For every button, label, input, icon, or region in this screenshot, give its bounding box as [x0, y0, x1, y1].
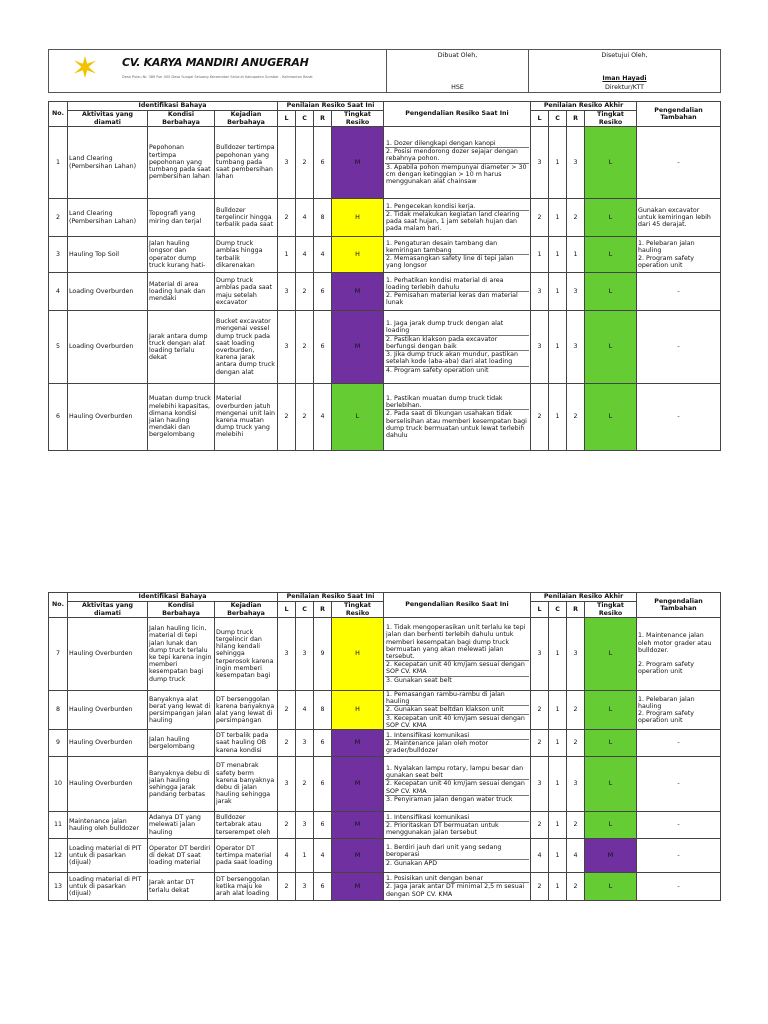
- col-r: R: [314, 111, 332, 127]
- aktivitas-cell: Land Clearing (Pembersihan Lahan): [68, 127, 148, 199]
- c-value: 2: [296, 273, 314, 311]
- row-no: 3: [49, 237, 68, 273]
- pengendalian-item: 2. Prioritaskan DT bermuatan untuk menggunakan jalan tersebut: [386, 821, 499, 837]
- col-c: C: [296, 111, 314, 127]
- made-by-role: HSE: [451, 83, 464, 91]
- c-value: 3: [296, 730, 314, 757]
- r-value: 9: [314, 618, 332, 691]
- pengendalian-item: 1. Berdiri jauh dari unit yang sedang beroperasi: [385, 844, 529, 859]
- tingkat-badge: H: [332, 691, 384, 730]
- r2-value: 1: [567, 237, 585, 273]
- l-value: 3: [278, 127, 296, 199]
- pengendalian-item: 1. Perhatikan kondisi material di area loading terlebih dahulu: [385, 277, 529, 292]
- aktivitas-cell: Hauling Overburden: [68, 757, 148, 812]
- c-value: 4: [296, 691, 314, 730]
- l2-value: 1: [531, 237, 549, 273]
- r2-value: 2: [567, 199, 585, 237]
- row-no: 5: [49, 311, 68, 384]
- r-value: 4: [314, 839, 332, 873]
- aktivitas-cell: Loading material di PIT untuk di pasarkan (dijual): [68, 873, 148, 901]
- c2-value: 1: [549, 127, 567, 199]
- aktivitas-cell: Maintenance jalan hauling oleh bulldozer: [68, 812, 148, 839]
- row-no: 12: [49, 839, 68, 873]
- pengendalian-item: 3. Gunakan seat belt: [386, 676, 452, 684]
- tambahan-cell: -: [637, 839, 721, 873]
- r-value: 6: [314, 757, 332, 812]
- r-value: 6: [314, 127, 332, 199]
- table-row: [49, 199, 721, 237]
- col-group-penilaian-saat-ini: Penilaian Resiko Saat Ini: [278, 593, 384, 602]
- pengendalian-cell: [384, 757, 531, 812]
- r-value: 6: [314, 812, 332, 839]
- l-value: 2: [278, 730, 296, 757]
- approved-by-label: Disetujui Oleh,: [601, 52, 648, 59]
- approved-by-cell: [529, 50, 721, 93]
- col-group-penilaian-saat-ini: Penilaian Resiko Saat Ini: [278, 102, 384, 111]
- c-value: 2: [296, 384, 314, 451]
- r2-value: 4: [567, 839, 585, 873]
- kondisi-cell: Jarak antar DT terlalu dekat: [148, 873, 215, 901]
- tingkat-badge: H: [332, 618, 384, 691]
- tambahan-cell: -: [637, 812, 721, 839]
- tambahan-cell: -: [637, 873, 721, 901]
- row-no: 10: [49, 757, 68, 812]
- table-row: [49, 757, 721, 812]
- row-no: 4: [49, 273, 68, 311]
- pengendalian-item: 1. Intensifikasi komunikasi: [385, 814, 529, 822]
- tambahan-cell: -: [637, 127, 721, 199]
- col-l: L: [278, 602, 296, 618]
- r2-value: 2: [567, 691, 585, 730]
- pengendalian-cell: [384, 127, 531, 199]
- l2-value: 2: [531, 730, 549, 757]
- c2-value: 1: [549, 757, 567, 812]
- tingkat-akhir-badge: L: [585, 199, 637, 237]
- table-row: [49, 311, 721, 384]
- col-r2: R: [567, 602, 585, 618]
- kondisi-cell: Material di area loading lunak dan mendaki: [148, 273, 215, 311]
- row-no: 13: [49, 873, 68, 901]
- tambahan-cell: -: [637, 273, 721, 311]
- pengendalian-item: 2. Pada saat di tikungan usahakan tidak berselisihan atau memberi kesempatan bagi dump truck bermuatan untuk lewat terlebih dahulu: [386, 410, 527, 439]
- tambahan-cell: 1. Maintenance jalan oleh motor grader atau bulldozer. 2. Program safety operation unit: [637, 618, 721, 691]
- l-value: 3: [278, 757, 296, 812]
- col-r: R: [314, 602, 332, 618]
- c-value: 3: [296, 873, 314, 901]
- l2-value: 3: [531, 273, 549, 311]
- row-no: 8: [49, 691, 68, 730]
- tingkat-badge: L: [332, 384, 384, 451]
- col-tingkat: Tingkat Resiko: [332, 111, 384, 127]
- tingkat-akhir-badge: L: [585, 691, 637, 730]
- kondisi-cell: Banyaknya alat berat yang lewat di persimpangan jalan hauling: [148, 691, 215, 730]
- row-no: 6: [49, 384, 68, 451]
- row-no: 1: [49, 127, 68, 199]
- kejadian-cell: Dump truck amblas pada saat maju setelah excavator: [215, 273, 278, 311]
- kondisi-cell: Jalan hauling bergelombang: [148, 730, 215, 757]
- tingkat-akhir-badge: L: [585, 873, 637, 901]
- tambahan-cell: -: [637, 384, 721, 451]
- kejadian-cell: Bulldozer tertabrak atau terserempet oleh: [215, 812, 278, 839]
- r2-value: 3: [567, 273, 585, 311]
- l2-value: 3: [531, 618, 549, 691]
- tambahan-cell: -: [637, 757, 721, 812]
- col-aktivitas: Aktivitas yang diamati: [68, 111, 148, 127]
- aktivitas-cell: Hauling Overburden: [68, 618, 148, 691]
- col-kejadian: Kejadian Berbahaya: [215, 602, 278, 618]
- pengendalian-cell: [384, 730, 531, 757]
- table-row: [49, 839, 721, 873]
- aktivitas-cell: Hauling Overburden: [68, 691, 148, 730]
- c-value: 2: [296, 127, 314, 199]
- col-pengendalian-tambahan: Pengendalian Tambahan: [637, 102, 721, 127]
- tingkat-badge: M: [332, 127, 384, 199]
- tingkat-badge: M: [332, 757, 384, 812]
- pengendalian-cell: [384, 618, 531, 691]
- tingkat-akhir-badge: L: [585, 757, 637, 812]
- pengendalian-item: 2. Gunakan seat beltdan klakson unit: [385, 706, 529, 714]
- company-address: Desa Pulau Nr. 389 Rw. 005 Desa Sungai Seluang Kecamatan Seluruh Kabupaten Sumbar - Kalimantan Barat: [122, 75, 313, 79]
- r2-value: 3: [567, 618, 585, 691]
- c2-value: 1: [549, 618, 567, 691]
- kejadian-cell: Dump truck amblas hingga terbalik dikarenakan: [215, 237, 278, 273]
- kondisi-cell: Pepohonan tertimpa pepohonan yang tumbang pada saat pembersihan lahan: [148, 127, 215, 199]
- tambahan-cell: Gunakan excavator untuk kemiringan lebih dari 45 derajat.: [637, 199, 721, 237]
- kondisi-cell: Topografi yang miring dan terjal: [148, 199, 215, 237]
- l-value: 2: [278, 384, 296, 451]
- c2-value: 1: [549, 237, 567, 273]
- r2-value: 2: [567, 812, 585, 839]
- col-l2: L: [531, 111, 549, 127]
- pengendalian-item: 2. Memasangkan safety line di tepi jalan yang longsor: [386, 255, 514, 270]
- c-value: 4: [296, 237, 314, 273]
- pengendalian-item: 1. Pastikan muatan dump truck tidak berlebihan.: [385, 395, 529, 410]
- aktivitas-cell: Loading Overburden: [68, 311, 148, 384]
- c2-value: 1: [549, 199, 567, 237]
- kejadian-cell: Dump truck tergelincir dan hilang kendali sehingga terperosok karena ingin memberi kesempatan bagi: [215, 618, 278, 691]
- pengendalian-item: 3. Jika dump truck akan mundur, pastikan setelah kode (aba-aba) dari alat loading: [385, 351, 529, 366]
- l2-value: 2: [531, 812, 549, 839]
- table-row: [49, 730, 721, 757]
- pengendalian-item: 1. Pengecekan kondisi kerja.: [385, 203, 529, 211]
- company-logo-cell: [49, 50, 387, 93]
- kejadian-cell: DT menabrak safety berm karena banyaknya debu di jalan hauling sehingga jarak: [215, 757, 278, 812]
- tambahan-cell: 1. Pelebaran jalan hauling 2. Program safety operation unit: [637, 691, 721, 730]
- kondisi-cell: Operator DT berdiri di dekat DT saat loading material: [148, 839, 215, 873]
- pengendalian-cell: [384, 812, 531, 839]
- aktivitas-cell: Hauling Overburden: [68, 384, 148, 451]
- aktivitas-cell: Hauling Top Soil: [68, 237, 148, 273]
- approver-name: Iman Hayadi: [602, 75, 647, 82]
- pengendalian-cell: [384, 873, 531, 901]
- kejadian-cell: Bucket excavator mengenai vessel dump truck pada saat loading overburden, karena jarak antara dump truck dengan alat: [215, 311, 278, 384]
- col-pengendalian: Pengendalian Resiko Saat Ini: [384, 102, 531, 127]
- tingkat-badge: M: [332, 311, 384, 384]
- risk-table-2: [48, 592, 721, 901]
- c2-value: 1: [549, 311, 567, 384]
- tingkat-badge: M: [332, 873, 384, 901]
- aktivitas-cell: Hauling Overburden: [68, 730, 148, 757]
- pengendalian-item: 2. Pemisahan material keras dan material lunak: [386, 292, 518, 307]
- kejadian-cell: DT bersenggolan ketika maju ke arah alat loading: [215, 873, 278, 901]
- table-row: [49, 384, 721, 451]
- col-group-identifikasi: Identifikasi Bahaya: [68, 102, 278, 111]
- table-row: [49, 237, 721, 273]
- pengendalian-item: 1. Pengaturan desain tambang dan kemiringan tambang: [385, 240, 529, 255]
- tingkat-badge: M: [332, 730, 384, 757]
- pengendalian-item: 2. Tidak melakukan kegiatan land clearing pada saat hujan, 1 jam setelah hujan dan pada malam hari.: [386, 210, 520, 233]
- kondisi-cell: Muatan dump truck melebihi kapasitas, dimana kondisi jalan hauling mendaki dan bergelombang: [148, 384, 215, 451]
- aktivitas-cell: Loading Overburden: [68, 273, 148, 311]
- l-value: 2: [278, 691, 296, 730]
- r-value: 6: [314, 730, 332, 757]
- l2-value: 2: [531, 873, 549, 901]
- kejadian-cell: DT bersenggolan karena banyaknya alat yang lewat di persimpangan: [215, 691, 278, 730]
- col-tingkat2: Tingkat Resiko: [585, 111, 637, 127]
- aktivitas-cell: Land Clearing (Pembersihan Lahan): [68, 199, 148, 237]
- col-tingkat: Tingkat Resiko: [332, 602, 384, 618]
- col-no: No.: [49, 593, 68, 618]
- document-header: [48, 49, 721, 93]
- c-value: 3: [296, 618, 314, 691]
- risk-table-1: [48, 101, 721, 451]
- r-value: 8: [314, 199, 332, 237]
- r-value: 6: [314, 273, 332, 311]
- pengendalian-item: 2. Jaga jarak antar DT minimal 2,5 m sesuai dengan SOP CV. KMA: [386, 883, 525, 898]
- pengendalian-item: 2. Maintenance jalan oleh motor grader/bulldozer: [386, 739, 489, 755]
- row-no: 2: [49, 199, 68, 237]
- pengendalian-item: 2. Kecepatan unit 40 km/jam sesuai dengan SOP CV. KMA: [385, 780, 529, 795]
- row-no: 9: [49, 730, 68, 757]
- l-value: 3: [278, 618, 296, 691]
- kejadian-cell: Operator DT tertimpa material pada saat loading: [215, 839, 278, 873]
- kondisi-cell: Banyaknya debu di jalan hauling sehingga jarak pandang terbatas: [148, 757, 215, 812]
- r2-value: 3: [567, 311, 585, 384]
- l-value: 4: [278, 839, 296, 873]
- c-value: 4: [296, 199, 314, 237]
- table-row: [49, 273, 721, 311]
- kejadian-cell: Material overburden jatuh mengenai unit lain karena muatan dump truck yang melebihi: [215, 384, 278, 451]
- pengendalian-item: 3. Apabila pohon mempunyai diameter > 30 cm dengan ketinggian > 10 m harus menggunakan alat chainsaw: [386, 163, 527, 185]
- c2-value: 1: [549, 691, 567, 730]
- tingkat-akhir-badge: L: [585, 618, 637, 691]
- r2-value: 2: [567, 384, 585, 451]
- tingkat-akhir-badge: L: [585, 730, 637, 757]
- c-value: 1: [296, 839, 314, 873]
- c2-value: 1: [549, 873, 567, 901]
- col-no: No.: [49, 102, 68, 127]
- tingkat-akhir-badge: L: [585, 384, 637, 451]
- made-by-label: Dibuat Oleh,: [437, 52, 478, 59]
- r2-value: 3: [567, 757, 585, 812]
- table-row: [49, 691, 721, 730]
- tambahan-cell: -: [637, 730, 721, 757]
- l2-value: 3: [531, 757, 549, 812]
- c2-value: 1: [549, 384, 567, 451]
- pengendalian-cell: [384, 199, 531, 237]
- pengendalian-item: 1. Nyalakan lampu rotary, lampu besar dan gunakan seat belt: [385, 765, 529, 780]
- col-l: L: [278, 111, 296, 127]
- made-by-cell: [387, 50, 529, 93]
- kejadian-cell: Bulldozer tertimpa pepohonan yang tumbang pada saat pembersihan lahan: [215, 127, 278, 199]
- col-c2: C: [549, 602, 567, 618]
- col-group-penilaian-akhir: Penilaian Resiko Akhir: [531, 593, 637, 602]
- tingkat-badge: M: [332, 273, 384, 311]
- r-value: 4: [314, 237, 332, 273]
- kejadian-cell: DT terbalik pada saat hauling OB karena kondisi: [215, 730, 278, 757]
- pengendalian-cell: [384, 311, 531, 384]
- tambahan-cell: -: [637, 311, 721, 384]
- tingkat-badge: M: [332, 839, 384, 873]
- l2-value: 2: [531, 691, 549, 730]
- l-value: 2: [278, 873, 296, 901]
- tambahan-cell: 1. Pelebaran jalan hauling 2. Program safety operation unit: [637, 237, 721, 273]
- c2-value: 1: [549, 730, 567, 757]
- pengendalian-cell: [384, 691, 531, 730]
- table-row: [49, 127, 721, 199]
- pengendalian-item: 1. Pemasangan rambu-rambu di jalan hauling: [385, 691, 529, 706]
- col-pengendalian-tambahan: Pengendalian Tambahan: [637, 593, 721, 618]
- r2-value: 3: [567, 127, 585, 199]
- table-row: [49, 812, 721, 839]
- tingkat-akhir-badge: M: [585, 839, 637, 873]
- pengendalian-item: 1. Tidak mengoperasikan unit terlalu ke tepi jalan dan berhenti terlebih dahulu untuk memberi kesempatan bagi dump truck bermuatan yang akan melewati jalan tersebut.: [385, 624, 529, 661]
- col-group-penilaian-akhir: Penilaian Resiko Akhir: [531, 102, 637, 111]
- pengendalian-item: 1. Jaga jarak dump truck dengan alat loading: [385, 320, 529, 335]
- r-value: 6: [314, 873, 332, 901]
- col-r2: R: [567, 111, 585, 127]
- pengendalian-item: 2. Pastikan klakson pada excavator berfungsi dengan baik: [385, 336, 529, 351]
- kondisi-cell: Jalan hauling longsor dan operator dump truck kurang hati-: [148, 237, 215, 273]
- kondisi-cell: Jarak antara dump truck dengan alat loading terlalu dekat: [148, 311, 215, 384]
- pengendalian-item: 1. Intensifikasi komunikasi: [385, 732, 529, 740]
- kondisi-cell: Adanya DT yang melewati jalan hauling: [148, 812, 215, 839]
- c-value: 2: [296, 757, 314, 812]
- pengendalian-item: 3. Kecepatan unit 40 km/jam sesuai dengan SOP CV. KMA: [386, 714, 525, 729]
- c-value: 2: [296, 311, 314, 384]
- row-no: 11: [49, 812, 68, 839]
- pengendalian-item: 2. Kecepatan unit 40 km/jam sesuai dengan SOP CV. KMA: [385, 661, 529, 676]
- c2-value: 1: [549, 273, 567, 311]
- l2-value: 3: [531, 311, 549, 384]
- col-group-identifikasi: Identifikasi Bahaya: [68, 593, 278, 602]
- r-value: 4: [314, 384, 332, 451]
- c2-value: 1: [549, 812, 567, 839]
- l-value: 1: [278, 237, 296, 273]
- tingkat-badge: H: [332, 237, 384, 273]
- r-value: 8: [314, 691, 332, 730]
- l-value: 3: [278, 311, 296, 384]
- pengendalian-item: 3. Penyiraman jalan dengan water truck: [386, 795, 513, 803]
- tingkat-akhir-badge: L: [585, 311, 637, 384]
- table-row: [49, 873, 721, 901]
- pengendalian-item: 4. Program safety operation unit: [386, 366, 489, 374]
- r2-value: 2: [567, 730, 585, 757]
- approver-role: Direktur/KTT: [605, 83, 644, 91]
- pengendalian-item: 2. Gunakan APD: [386, 859, 438, 867]
- pengendalian-cell: [384, 384, 531, 451]
- row-no: 7: [49, 618, 68, 691]
- pengendalian-cell: [384, 273, 531, 311]
- pengendalian-item: 1. Posisikan unit dengan benar: [385, 875, 529, 883]
- r2-value: 2: [567, 873, 585, 901]
- col-aktivitas: Aktivitas yang diamati: [68, 602, 148, 618]
- pengendalian-item: 1. Dozer dilengkapi dengan kanopi: [385, 140, 529, 148]
- col-tingkat2: Tingkat Resiko: [585, 602, 637, 618]
- col-kondisi: Kondisi Berbahaya: [148, 111, 215, 127]
- tingkat-akhir-badge: L: [585, 273, 637, 311]
- c-value: 3: [296, 812, 314, 839]
- col-pengendalian: Pengendalian Resiko Saat Ini: [384, 593, 531, 618]
- l2-value: 3: [531, 127, 549, 199]
- tingkat-akhir-badge: L: [585, 237, 637, 273]
- col-kondisi: Kondisi Berbahaya: [148, 602, 215, 618]
- l2-value: 4: [531, 839, 549, 873]
- tingkat-akhir-badge: L: [585, 812, 637, 839]
- col-kejadian: Kejadian Berbahaya: [215, 111, 278, 127]
- col-c2: C: [549, 111, 567, 127]
- l2-value: 2: [531, 199, 549, 237]
- col-c: C: [296, 602, 314, 618]
- kejadian-cell: Bulldozer tergelincir hingga terbalik pada saat: [215, 199, 278, 237]
- tingkat-badge: H: [332, 199, 384, 237]
- r-value: 6: [314, 311, 332, 384]
- kondisi-cell: Jalan hauling licin, material di tepi jalan lunak dan dump truck terlalu ke tepi karena ingin memberi kesempatan bagi dump truck: [148, 618, 215, 691]
- sun-logo-icon: [74, 56, 96, 78]
- l-value: 2: [278, 199, 296, 237]
- pengendalian-cell: [384, 839, 531, 873]
- tingkat-badge: M: [332, 812, 384, 839]
- pengendalian-cell: [384, 237, 531, 273]
- l-value: 2: [278, 812, 296, 839]
- aktivitas-cell: Loading material di PIT untuk di pasarkan (dijual): [68, 839, 148, 873]
- l2-value: 2: [531, 384, 549, 451]
- table-row: [49, 618, 721, 691]
- pengendalian-item: 2. Posisi mendorong dozer sejajar dengan rebahnya pohon.: [385, 148, 529, 163]
- tingkat-akhir-badge: L: [585, 127, 637, 199]
- col-l2: L: [531, 602, 549, 618]
- company-name: CV. KARYA MANDIRI ANUGERAH: [122, 56, 309, 69]
- l-value: 3: [278, 273, 296, 311]
- c2-value: 1: [549, 839, 567, 873]
